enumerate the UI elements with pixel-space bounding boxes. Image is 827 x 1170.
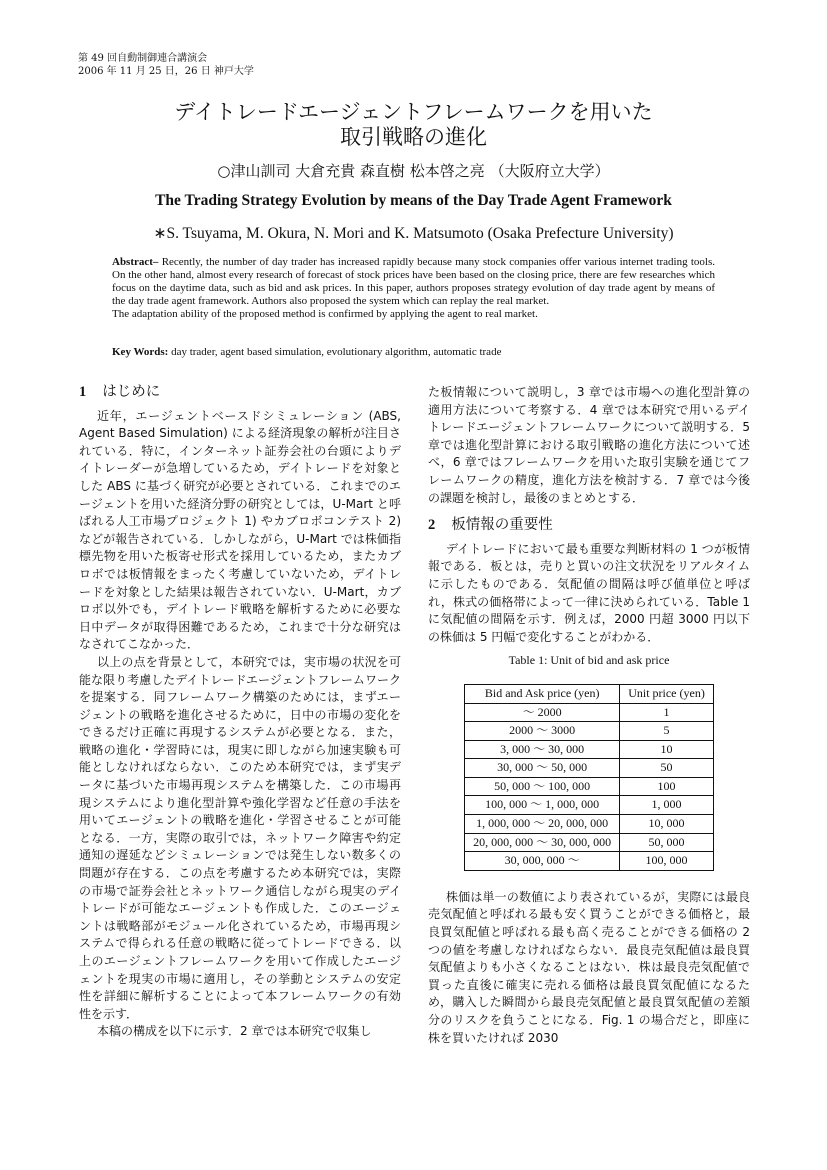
section-2-paragraph-1: デイトレードにおいて最も重要な判断材料の 1 つが板情報である．板とは，売りと買いの注文状況をリアルタイムに示したものである．気配値の間隔は呼び値単位と呼ばれ，株式の価格帯によって一律に決められている．Table 1 に気配値の間隔を示す．例えば，2000 円超 3000 円以下の株価は 5 円幅で変化することがわかる．	[428, 541, 750, 644]
table-row	[465, 815, 714, 834]
table-cell: 20, 000, 000 〜 30, 000, 000	[465, 833, 620, 852]
paper-title-jp	[0, 100, 827, 150]
table-row	[465, 722, 714, 741]
table-1-caption: Table 1: Unit of bid and ask price	[508, 653, 670, 668]
left-column	[79, 384, 401, 1041]
table-row	[465, 777, 714, 796]
keywords-label: Key Words:	[112, 346, 169, 358]
table-cell: 10	[620, 740, 714, 759]
table-cell: 30, 000, 000 〜	[465, 852, 620, 871]
conference-header	[78, 52, 254, 78]
table-row	[465, 833, 714, 852]
table-cell: 100, 000	[620, 852, 714, 871]
section-1-paragraph-1: 近年，エージェントベースドシミュレーション (ABS, Agent Based Simulation) による経済現象の解析が注目されている．特に，インターネット証券会社の台頭によりデイトレーダーが急増しているため，デイトレードを対象とした ABS に基づく研究が必要とされている．これまでのエージェントを用いた経済分野の研究としては，U-Mart と呼ばれる人工市場プロジェクト 1) やカブロボコンテスト 2) などが報告されている．しかしながら，U-Mart では株価指標先物を用いた板寄せ形式を採用しているため，またカブロボでは板情報をまったく考慮していないため，デイトレードを対象とした結果は報告されていない．U-Mart，カブロボ以外でも，デイトレード戦略を解析するために必要な日中データが取得困難であるため，これまで十分な研究はなされてこなかった．	[79, 408, 401, 652]
section-2-number: 2	[428, 517, 436, 534]
table-header-cell: Unit price (yen)	[620, 684, 714, 703]
table-cell: 〜 2000	[465, 703, 620, 722]
table-1	[464, 684, 714, 871]
abstract	[112, 256, 715, 321]
title-line-1: デイトレードエージェントフレームワークを用いた	[174, 100, 653, 124]
table-row	[465, 759, 714, 778]
table-cell: 1, 000, 000 〜 20, 000, 000	[465, 815, 620, 834]
table-cell: 30, 000 〜 50, 000	[465, 759, 620, 778]
authors-en: ∗S. Tsuyama, M. Okura, N. Mori and K. Matsumoto (Osaka Prefecture University)	[153, 225, 674, 242]
section-2-paragraph-2: 株価は単一の数値により表されているが，実際には最良売気配値と呼ばれる最も安く買うことができる価格と，最良買気配値と呼ばれる最も高く売ることができる価格の 2 つの値を考慮しなければならない．最良売気配値は最良買気配値よりも小さくなることはない．株は最良売気配値で買った直後に確実に売れる価格は最良買気配値になるため，購入した瞬間から最良売気配値と最良買気配値の差額分のリスクを負うことになる．Fig. 1 の場合だと，即座に株を買いたければ 2030	[428, 889, 750, 1045]
section-1-number: 1	[79, 384, 87, 400]
table-cell: 3, 000 〜 30, 000	[465, 740, 620, 759]
conference-date: 2006 年 11 月 25 日，26 日 神戸大学	[78, 66, 254, 77]
table-cell: 2000 〜 3000	[465, 722, 620, 741]
table-cell: 1, 000	[620, 796, 714, 815]
section-1-paragraph-3: 本稿の構成を以下に示す．2 章では本研究で収集し	[97, 1024, 372, 1039]
table-header-cell: Bid and Ask price (yen)	[465, 684, 620, 703]
section-1-heading	[79, 384, 401, 402]
table-cell: 100, 000 〜 1, 000, 000	[465, 796, 620, 815]
section-1-paragraph-3-continued: た板情報について説明し，3 章では市場への進化型計算の適用方法について考察する．4 章では本研究で用いるデイトレードエージェントフレームワークについて説明する．5 章では進化型計算における取引戦略の進化方法について述べ，6 章ではフレームワークを用いた取引実験を通じてフレームワークの精度，進化方法を検討する．7 章では今後の課題を検討し，最後のまとめとする．	[428, 385, 750, 505]
title-line-2: 取引戦略の進化	[340, 125, 487, 149]
table-row	[465, 852, 714, 871]
keywords-text: day trader, agent based simulation, evolutionary algorithm, automatic trade	[171, 346, 502, 358]
abstract-label: Abstract–	[112, 256, 159, 268]
right-column	[428, 384, 750, 1047]
table-cell: 100	[620, 777, 714, 796]
table-row	[465, 740, 714, 759]
conference-name: 第 49 回自動制御連合講演会	[78, 53, 208, 64]
keywords	[112, 346, 715, 358]
table-cell: 50, 000	[620, 833, 714, 852]
authors-jp: ○津山訓司 大倉充貴 森直樹 松本啓之亮 （大阪府立大学）	[217, 162, 610, 180]
table-cell: 10, 000	[620, 815, 714, 834]
section-2-title: 板情報の重要性	[451, 517, 553, 534]
paper-title-en: The Trading Strategy Evolution by means of the Day Trade Agent Framework	[155, 192, 672, 209]
abstract-text: Recently, the number of day trader has increased rapidly because many stock companies offer various internet trading tools. On the other hand, almost every research of forecast of stock prices have been based on the closing price, there are few researches which focus on the daytime data, such as bid and ask prices. In this paper, authors proposes strategy evolution of day trade agent by means of the day trade agent framework. Authors also proposed the system which can replay the real market.	[112, 256, 715, 307]
table-row	[465, 796, 714, 815]
table-cell: 50	[620, 759, 714, 778]
table-cell: 5	[620, 722, 714, 741]
section-1-paragraph-2: 以上の点を背景として，本研究では，実市場の状況を可能な限り考慮したデイトレードエージェントフレームワークを提案する．同フレームワーク構築のためには，まずエージェントの戦略を進化させるために，日中の市場の変化をできるだけ正確に再現するシステムが必要となる．また，戦略の進化・学習時には，現実に即しながら加速実験も可能としなければならない．このため本研究では，まず実データに基づいた市場再現システムを構築した．この市場再現システムにより進化型計算や強化学習など任意の手法を用いてエージェントの戦略を進化・学習させることが可能となる．一方，実際の取引では，ネットワーク障害や約定通知の遅延などシミュレーションでは発生しない数多くの問題が存在する．この点を考慮するため本研究では，実際の市場で証券会社とネットワーク通信しながら現実のデイトレードが可能なエージェントも作成した．このエージェントは戦略部がモジュール化されているため，市場再現システムで得られる任意の戦略に従ってトレードできる．以上のエージェントフレームワークを用いて作成したエージェントを現実の市場に適用し，その挙動とシステムの安定性を詳細に解析することによって本フレームワークの有効性を示す．	[79, 654, 401, 1021]
section-2-heading	[428, 517, 750, 535]
table-cell: 50, 000 〜 100, 000	[465, 777, 620, 796]
table-cell: 1	[620, 703, 714, 722]
abstract-text-2: The adaptation ability of the proposed method is confirmed by applying the agent to real market.	[112, 308, 538, 320]
table-header-row	[465, 684, 714, 703]
section-1-title: はじめに	[102, 384, 161, 400]
spacer	[428, 871, 750, 889]
table-row	[465, 703, 714, 722]
